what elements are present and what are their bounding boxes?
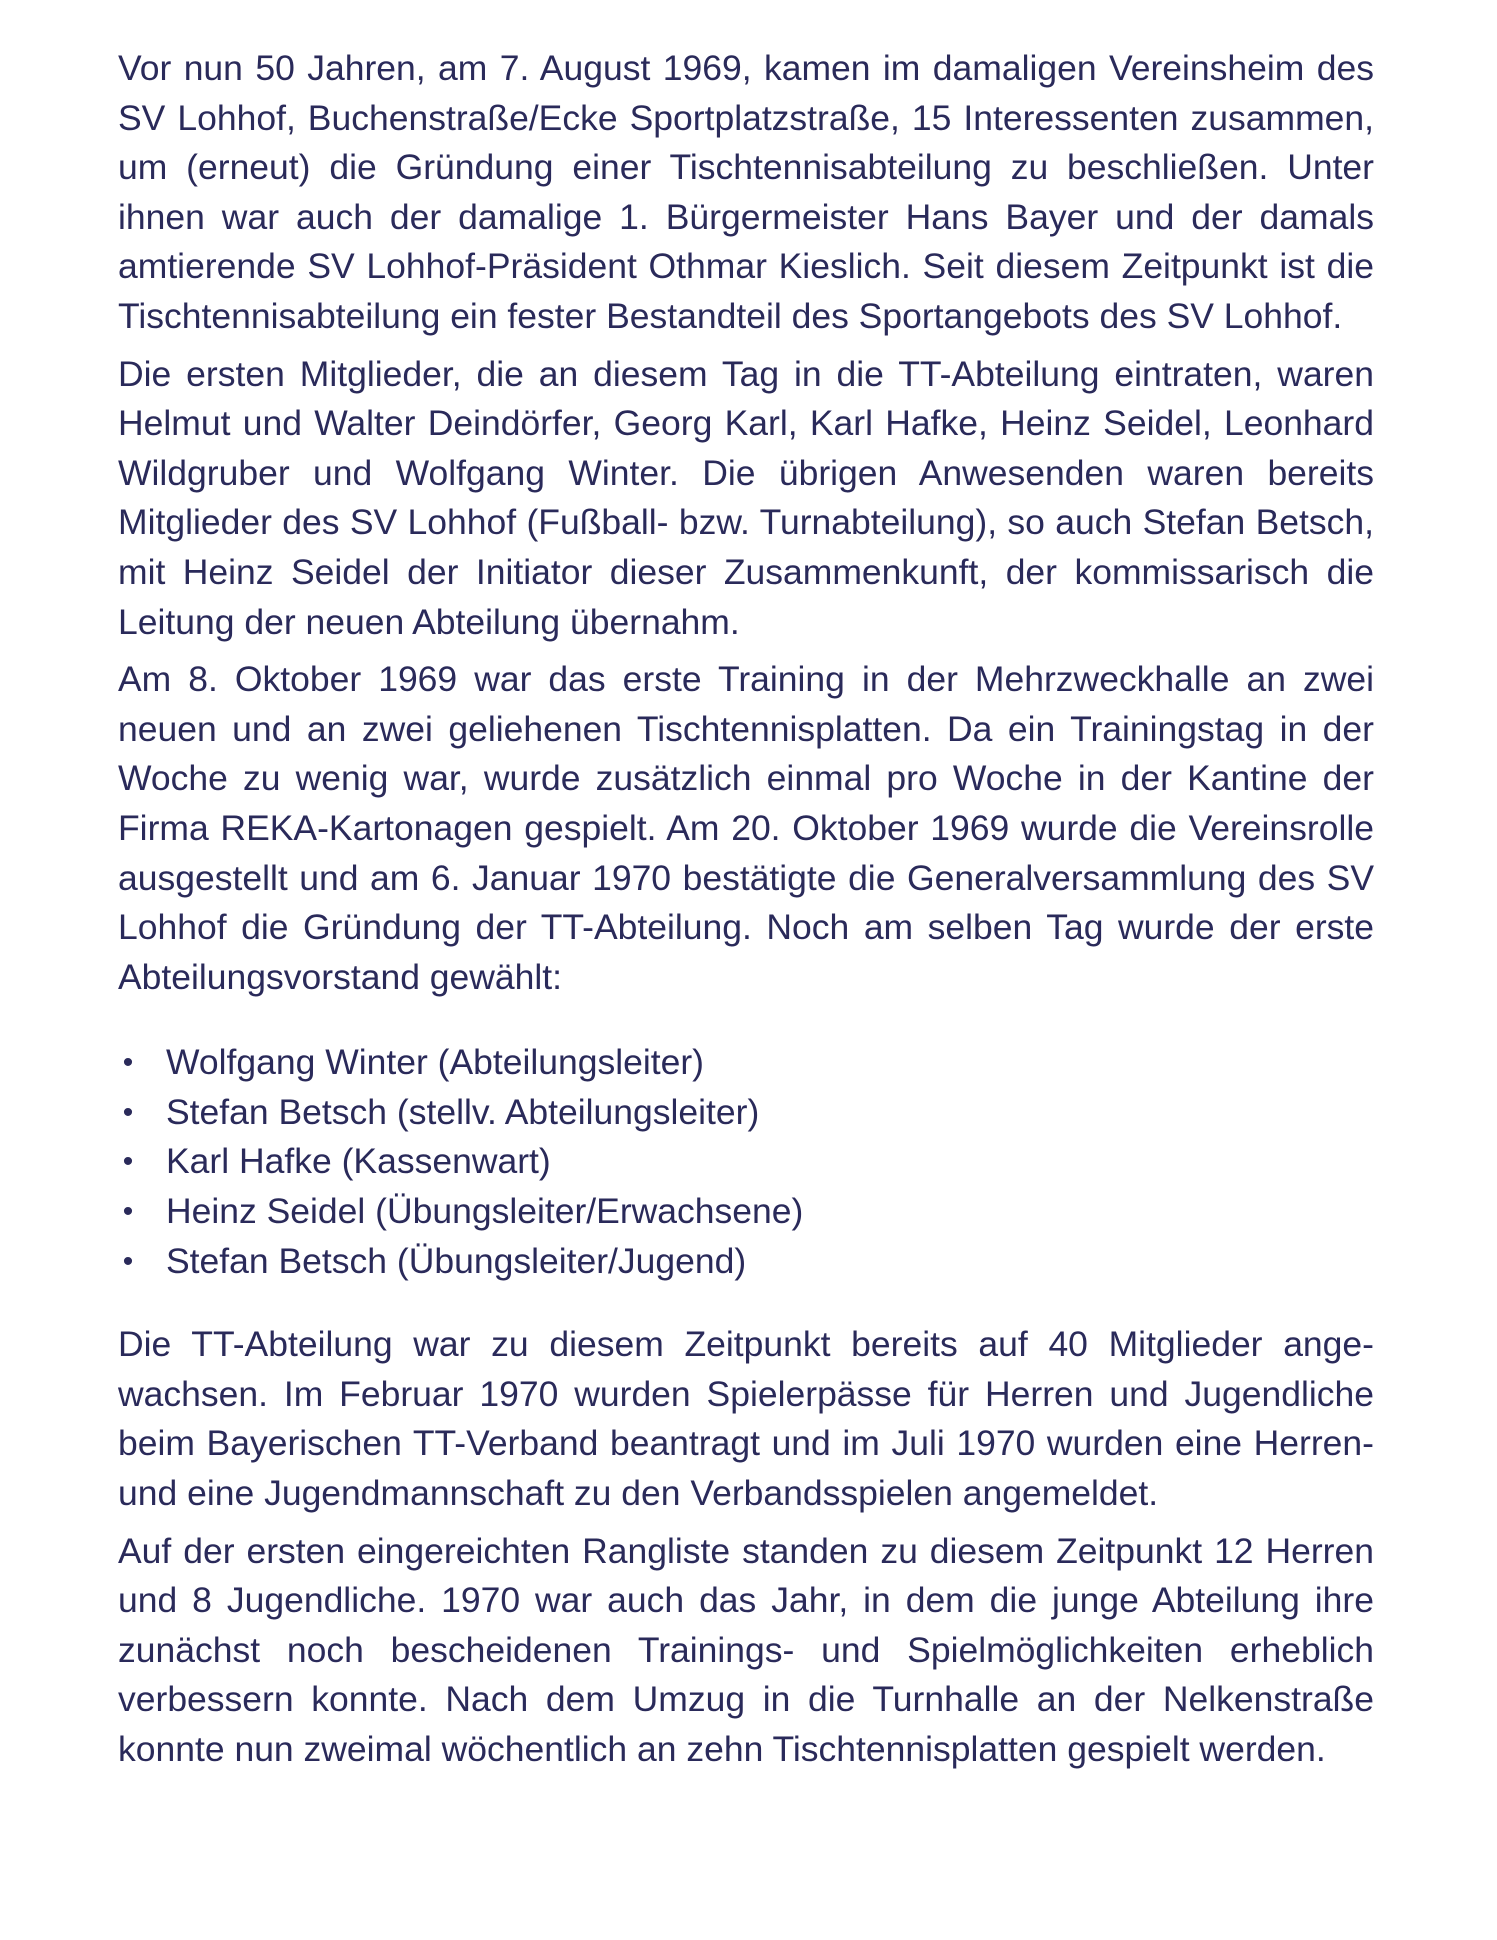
list-item-text: Heinz Seidel (Übungsleiter/Erwachsene)	[166, 1191, 804, 1232]
bullet-icon: •	[122, 1244, 134, 1278]
bullet-icon: •	[122, 1095, 134, 1129]
paragraph-first-members: Die ersten Mitglieder, die an diesem Tag in die TT-Abteilung eintraten, waren Helmut und Walter Deindörfer, Georg Karl, Karl Hafke, Heinz Seidel, Leonhard Wildgruber und Wolfgang Winter. Die übrigen Anwesenden waren bereits Mitglieder des SV Lohhof (Fußball- bzw. Turnabteilung), so auch Stefan Betsch, mit Heinz Seidel der Initiator dieser Zusammenkunft, der kommissarisch die Leitung der neuen Abteilung übernahm.	[118, 353, 1374, 642]
list-item-text: Stefan Betsch (Übungsleiter/Jugend)	[166, 1240, 747, 1281]
paragraph-ranking: Auf der ersten eingereichten Rangliste standen zu diesem Zeitpunkt 12 Herren und 8 Jugendliche. 1970 war auch das Jahr, in dem die junge Abteilung ihre zunächst noch bescheidenen Trainings- und Spielmöglichkeiten erheblich verbessern konnte. Nach dem Umzug in die Turnhalle an der Nelkenstraße konnte nun zweimal wöchentlich an zehn Tischtennisplatten gespielt werden.	[118, 1530, 1374, 1769]
list-item	[118, 1137, 1374, 1187]
document-page	[118, 44, 1374, 1783]
bullet-icon: •	[122, 1195, 134, 1229]
paragraph-founding: Vor nun 50 Jahren, am 7. August 1969, kamen im damaligen Vereinsheim des SV Lohhof, Buchenstraße/Ecke Sportplatzstraße, 15 Interessenten zusammen, um (erneut) die Gründung einer Tischtennisabteilung zu beschließen. Unter ihnen war auch der damalige 1. Bürgermeister Hans Bayer und der damals amtierende SV Lohhof-Präsident Othmar Kieslich. Seit diesem Zeitpunkt ist die Tischtennisabteilung ein fester Bestandteil des Sportangebots des SV Lohhof.	[118, 48, 1374, 336]
list-item-text: Karl Hafke (Kassenwart)	[166, 1141, 551, 1182]
board-members-list	[118, 1038, 1374, 1286]
list-item-text: Stefan Betsch (stellv. Abteilungsleiter)	[166, 1091, 760, 1132]
paragraph-growth: Die TT-Abteilung war zu diesem Zeitpunkt bereits auf 40 Mitglieder angewachsen. Im Februar 1970 wurden Spielerpässe für Herren und Jugendliche beim Bayerischen TT-Verband beantragt und im Juli 1970 wurden eine Herren- und eine Jugendmannschaft zu den Verbandsspielen angemeldet.	[118, 1324, 1374, 1514]
list-item	[118, 1237, 1374, 1287]
list-item	[118, 1088, 1374, 1138]
list-item-text: Wolfgang Winter (Abteilungsleiter)	[166, 1042, 704, 1083]
paragraph-first-training: Am 8. Oktober 1969 war das erste Training in der Mehrzweckhalle an zwei neuen und an zwei geliehenen Tischtennisplatten. Da ein Trainingstag in der Woche zu wenig war, wurde zusätzlich einmal pro Woche in der Kantine der Firma REKA-Kartonagen gespielt. Am 20. Oktober 1969 wurde die Vereinsrolle ausgestellt und am 6. Januar 1970 bestätigte die Generalversammlung des SV Lohhof die Gründung der TT-Abteilung. Noch am selben Tag wurde der erste Abteilungsvorstand gewählt:	[118, 659, 1374, 997]
bullet-icon: •	[122, 1046, 134, 1080]
list-item	[118, 1187, 1374, 1237]
bullet-icon: •	[122, 1145, 134, 1179]
list-item	[118, 1038, 1374, 1088]
